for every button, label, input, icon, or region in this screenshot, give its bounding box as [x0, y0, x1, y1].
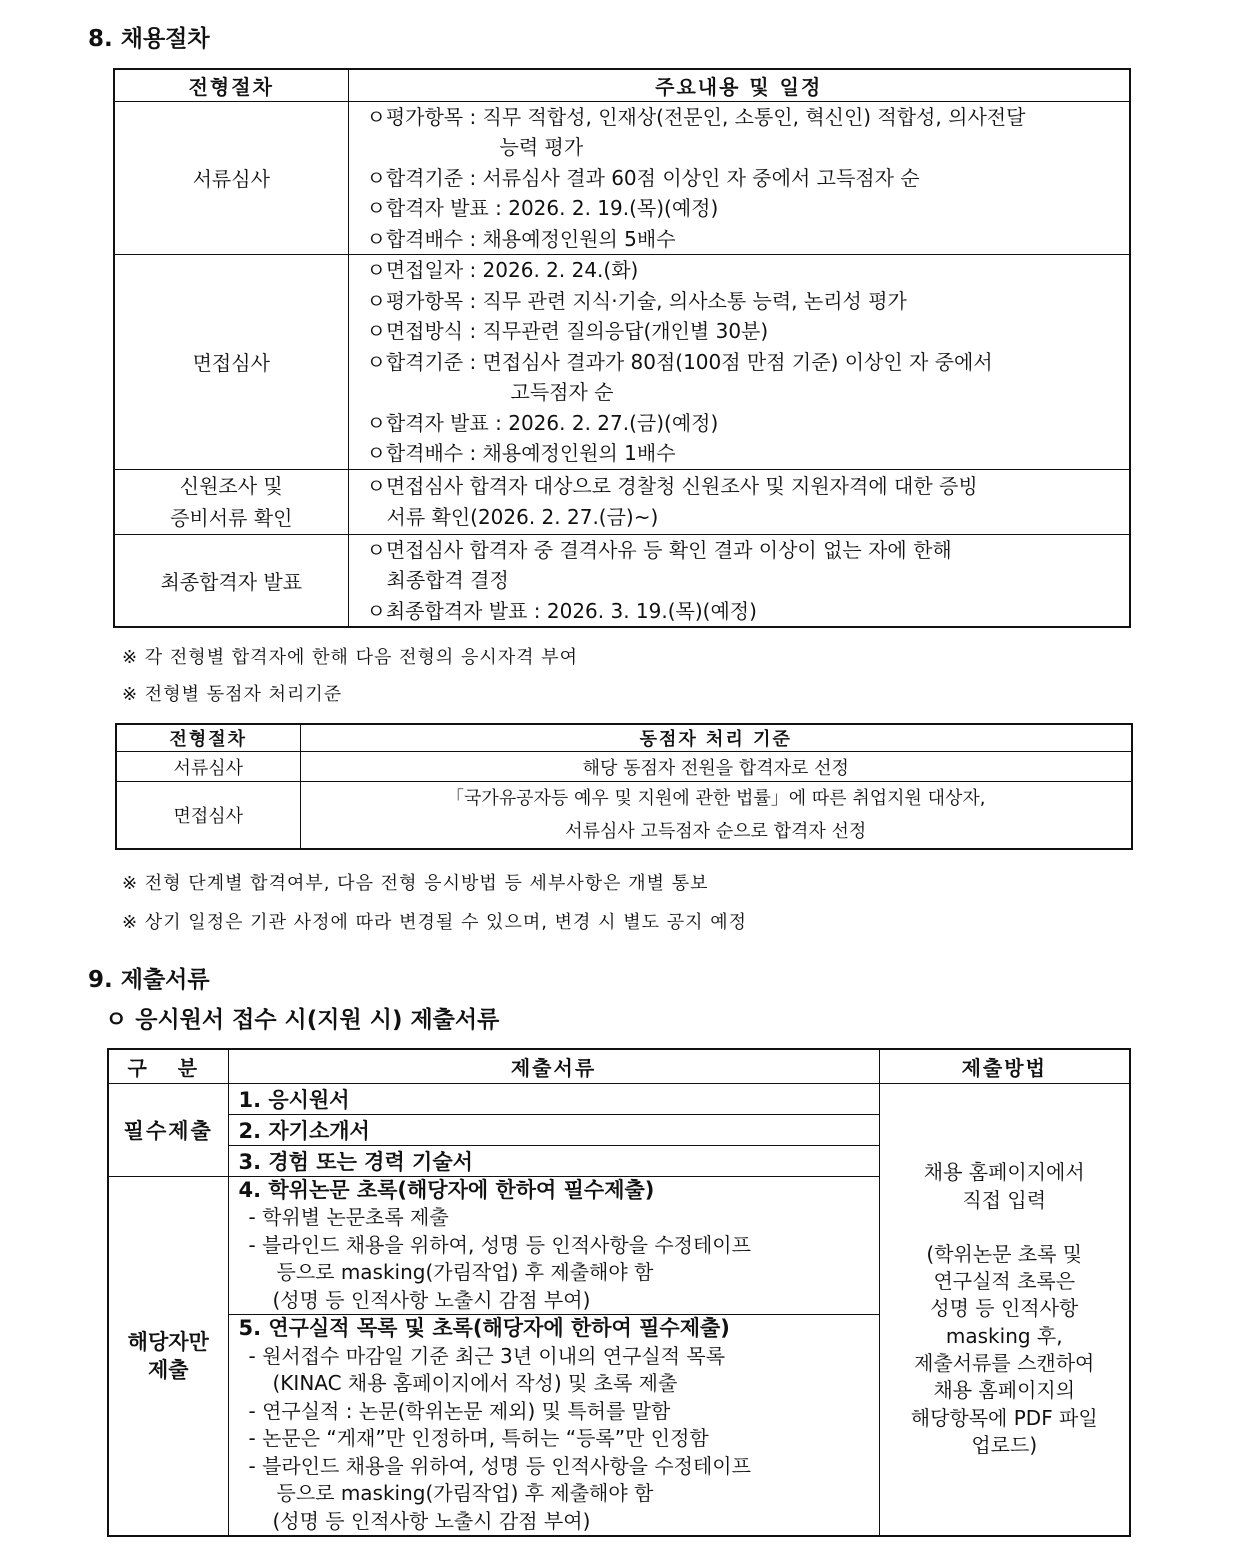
item4-line: - 학위별 논문초록 제출 — [248, 1205, 449, 1229]
content-line: ㅇ합격배수 : 채용예정인원의 5배수 — [366, 226, 676, 251]
table-row — [114, 469, 1130, 534]
stage-cell: 신원조사 및 증비서류 확인 — [114, 469, 348, 534]
content-line: ㅇ평가항목 : 직무 관련 지식·기술, 의사소통 능력, 논리성 평가 — [366, 288, 907, 313]
table-row — [114, 101, 1130, 255]
method-line: masking 후, — [945, 1323, 1063, 1348]
content-line: ㅇ평가항목 : 직무 적합성, 인재상(전문인, 소통인, 혁신인) 적합성, 의사전달 — [366, 104, 1026, 129]
header-stage: 전형절차 — [116, 724, 300, 752]
required-item: 2. 자기소개서 — [228, 1114, 879, 1145]
method-line: 성명 등 인적사항 — [930, 1296, 1079, 1321]
conditional-label: 해당자만 제출 — [108, 1176, 228, 1536]
submission-documents-table — [107, 1048, 1131, 1537]
item5-line: (성명 등 인적사항 노출시 감점 부여) — [272, 1508, 591, 1533]
criteria-line: 서류심사 고득점자 순으로 합격자 선정 — [565, 821, 867, 842]
content-line: ㅇ합격자 발표 : 2026. 2. 27.(금)(예정) — [366, 410, 719, 435]
table-row — [116, 752, 1132, 782]
item5-line: - 연구실적 : 논문(학위논문 제외) 및 특허를 말함 — [248, 1398, 671, 1423]
content-line: ㅇ면접일자 : 2026. 2. 24.(화) — [366, 258, 639, 282]
table-row — [108, 1083, 1130, 1114]
required-item: 1. 응시원서 — [228, 1083, 879, 1114]
note-notification: ※ 전형 단계별 합격여부, 다음 전형 응시방법 등 세부사항은 개별 통보 — [122, 873, 709, 894]
submission-method-cell — [879, 1083, 1130, 1536]
table-row — [114, 255, 1130, 470]
header-method: 제출방법 — [879, 1049, 1130, 1083]
required-item: 3. 경험 또는 경력 기술서 — [228, 1145, 879, 1176]
note-pass-qualification: ※ 각 전형별 합격자에 한해 다음 전형의 응시자격 부여 — [122, 647, 579, 668]
item5-line: - 블라인드 채용을 위하여, 성명 등 인적사항을 수정테이프 — [248, 1453, 751, 1478]
stage-cell: 면접심사 — [116, 782, 300, 850]
method-line — [880, 1214, 1130, 1241]
content-line: ㅇ면접심사 합격자 대상으로 경찰청 신원조사 및 지원자격에 대한 증빙 — [366, 474, 978, 498]
method-line: 해당항목에 PDF 파일 — [910, 1405, 1098, 1430]
header-category: 구 분 — [108, 1049, 228, 1083]
section-9-subtitle: ㅇ 응시원서 접수 시(지원 시) 제출서류 — [105, 1007, 500, 1033]
stage-cell: 최종합격자 발표 — [114, 534, 348, 627]
content-line: ㅇ면접방식 : 직무관련 질의응답(개인별 30분) — [366, 319, 769, 343]
header-criteria: 동점자 처리 기준 — [300, 724, 1132, 752]
item5-line: - 원서접수 마감일 기준 최근 3년 이내의 연구실적 목록 — [248, 1343, 726, 1368]
table-row — [116, 782, 1132, 850]
table-row — [114, 534, 1130, 627]
method-line: 연구실적 초록은 — [933, 1269, 1076, 1294]
method-line: (학위논문 초록 및 — [926, 1241, 1083, 1266]
item5-title: 5. 연구실적 목록 및 초록(해당자에 한하여 필수제출) — [238, 1316, 730, 1340]
required-label: 필수제출 — [108, 1083, 228, 1176]
content-line: 최종합격 결정 — [386, 568, 509, 592]
item5-line: (KINAC 채용 홈페이지에서 작성) 및 초록 제출 — [272, 1371, 678, 1395]
content-line: ㅇ면접심사 합격자 중 결격사유 등 확인 결과 이상이 없는 자에 한해 — [366, 537, 952, 562]
note-schedule-change: ※ 상기 일정은 기관 사정에 따라 변경될 수 있으며, 변경 시 별도 공지 예정 — [122, 912, 748, 933]
method-line: 직접 입력 — [962, 1187, 1047, 1212]
content-line: ㅇ합격기준 : 서류심사 결과 60점 이상인 자 중에서 고득점자 순 — [366, 165, 920, 190]
stage-cell: 서류심사 — [114, 101, 348, 255]
item4-line: 등으로 masking(가림작업) 후 제출해야 함 — [276, 1260, 654, 1284]
stage-cell: 면접심사 — [114, 255, 348, 470]
item4-title: 4. 학위논문 초록(해당자에 한하여 필수제출) — [238, 1177, 655, 1202]
content-line: ㅇ합격기준 : 면접심사 결과가 80점(100점 만점 기준) 이상인 자 중에서 — [366, 349, 993, 374]
content-line: ㅇ합격자 발표 : 2026. 2. 19.(목)(예정) — [366, 196, 719, 220]
tie-criteria-table — [115, 723, 1133, 850]
criteria-line: 「국가유공자등 예우 및 지원에 관한 법률」에 따른 취업지원 대상자, — [445, 788, 986, 809]
header-content: 주요내용 및 일정 — [348, 69, 1130, 101]
item5-line: - 논문은 “게재”만 인정하며, 특허는 “등록”만 인정함 — [248, 1426, 709, 1450]
method-line: 채용 홈페이지에서 — [923, 1160, 1085, 1185]
stage-cell: 서류심사 — [116, 752, 300, 782]
content-line: 능력 평가 — [499, 135, 584, 159]
item4-line: (성명 등 인적사항 노출시 감점 부여) — [272, 1287, 591, 1312]
recruitment-process-table — [113, 68, 1131, 628]
content-line: 고득점자 순 — [510, 380, 614, 404]
header-documents: 제출서류 — [228, 1049, 879, 1083]
section-9-title: 9. 제출서류 — [88, 967, 210, 993]
method-line: 채용 홈페이지의 — [933, 1378, 1076, 1403]
item5-line: 등으로 masking(가림작업) 후 제출해야 함 — [276, 1481, 654, 1505]
note-tie-criteria: ※ 전형별 동점자 처리기준 — [122, 684, 343, 705]
content-line: ㅇ합격배수 : 채용예정인원의 1배수 — [366, 441, 676, 465]
method-line: 제출서류를 스캔하여 — [914, 1351, 1095, 1376]
section-8-title: 8. 채용절차 — [88, 26, 210, 52]
content-line: ㅇ최종합격자 발표 : 2026. 3. 19.(목)(예정) — [366, 598, 757, 623]
header-stage: 전형절차 — [114, 69, 348, 101]
item4-line: - 블라인드 채용을 위하여, 성명 등 인적사항을 수정테이프 — [248, 1232, 751, 1257]
criteria-cell: 해당 동점자 전원을 합격자로 선정 — [300, 752, 1132, 782]
content-line: 서류 확인(2026. 2. 27.(금)~) — [386, 504, 659, 529]
method-line: 업로드) — [971, 1432, 1038, 1457]
